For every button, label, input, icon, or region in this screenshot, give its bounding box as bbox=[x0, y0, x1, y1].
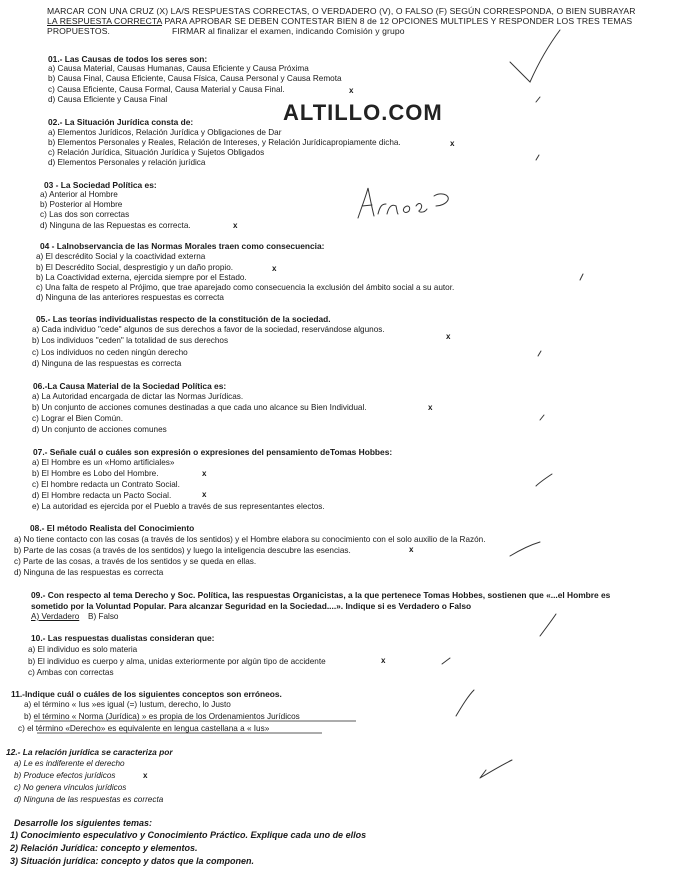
option[interactable]: a) el término « Ius »es igual (=) Iustum, derecho, lo Justo bbox=[24, 700, 231, 709]
option[interactable]: a) Causa Material, Causas Humanas, Causa Eficiente y Causa Próxima bbox=[48, 64, 309, 73]
option[interactable]: d) Ninguna de las respuestas es correcta bbox=[32, 359, 182, 368]
option-falso[interactable]: B) Falso bbox=[88, 612, 119, 621]
option[interactable]: c) Causa Eficiente, Causa Formal, Causa Material y Causa Final. bbox=[48, 85, 285, 94]
option[interactable]: c) Lograr el Bien Común. bbox=[32, 414, 124, 423]
question-title-line-1: 09.- Con respecto al tema Derecho y Soc. Política, las respuestas Organicistas, a la que pertenece Tomas Hobbes, sostienen que «...el Hombre es bbox=[31, 590, 611, 600]
option[interactable]: d) Un conjunto de acciones comunes bbox=[32, 425, 167, 434]
question-title: 11.-Indique cuál o cuáles de los siguientes conceptos son erróneos. bbox=[11, 689, 282, 699]
instructions-rest: PARA APROBAR SE DEBEN CONTESTAR BIEN 8 de 12 OPCIONES MULTIPLES Y RESPONDER LOS TRES TEMAS bbox=[161, 16, 633, 26]
option[interactable]: b) Produce efectos jurídicos bbox=[14, 771, 116, 780]
question-title: 10.- Las respuestas dualistas consideran que: bbox=[31, 633, 215, 643]
option[interactable]: d) Ninguna de las anteriores respuestas es correcta bbox=[36, 293, 224, 302]
option[interactable]: d) Ninguna de las Repuestas es correcta. bbox=[40, 221, 191, 230]
cross-mark: x bbox=[428, 403, 433, 412]
cross-mark: x bbox=[381, 656, 386, 665]
option[interactable]: d) Ninguna de las respuestas es correcta bbox=[14, 795, 164, 804]
cross-mark: x bbox=[446, 332, 451, 341]
question-title: 08.- El método Realista del Conocimiento bbox=[30, 523, 195, 533]
cross-mark: x bbox=[202, 469, 207, 478]
question-title-line-2: sometido por la Voluntad Popular. Para alcanzar Seguridad en la Sociedad....». Indique si es Verdadero o Falso bbox=[31, 601, 472, 611]
question-title: 05.- Las teorías individualistas respecto de la constitución de la sociedad. bbox=[36, 314, 331, 324]
option[interactable]: b) Elementos Personales y Reales, Relación de Intereses, y Relación Jurídicapropiamente dicha. bbox=[48, 138, 401, 147]
option[interactable]: c) No genera vínculos jurídicos bbox=[14, 783, 127, 792]
option[interactable]: b) Parte de las cosas (a través de los sentidos) y luego la inteligencia descubre las esencias. bbox=[14, 546, 351, 555]
option[interactable]: b) El Descrédito Social, desprestigio y un daño propio. bbox=[36, 263, 234, 272]
option[interactable]: d) El Hombre redacta un Pacto Social. bbox=[32, 491, 172, 500]
option[interactable]: b) El individuo es cuerpo y alma, unidas exteriormente por algún tipo de accidente bbox=[28, 657, 326, 666]
option[interactable]: c) El hombre redacta un Contrato Social. bbox=[32, 480, 180, 489]
option[interactable]: a) Le es indiferente el derecho bbox=[14, 759, 125, 768]
themes-title: Desarrolle los siguientes temas: bbox=[14, 818, 153, 828]
question-title: 02.- La Situación Jurídica consta de: bbox=[48, 117, 194, 127]
option[interactable]: a) El Hombre es un «Homo artificiales» bbox=[32, 458, 175, 467]
option[interactable]: a) La Autoridad encargada de dictar las Normas Jurídicas. bbox=[32, 392, 244, 401]
underlined-instruction: LA RESPUESTA CORRECTA bbox=[47, 16, 162, 26]
theme-item: 1) Conocimiento especulativo y Conocimiento Práctico. Explique cada uno de ellos bbox=[10, 830, 367, 840]
option[interactable]: c) Relación Jurídica, Situación Jurídica y Sujetos Obligados bbox=[48, 148, 265, 157]
question-title: 07.- Señale cuál o cuáles son expresión o expresiones del pensamiento deTomas Hobbes: bbox=[33, 447, 393, 457]
option[interactable]: a) Anterior al Hombre bbox=[40, 190, 118, 199]
instructions-line-1: MARCAR CON UNA CRUZ (X) LA/S RESPUESTAS CORRECTAS, O VERDADERO (V), O FALSO (F) SEGÚN CORRESPONDA, O BIEN SUBRAYAR bbox=[47, 6, 636, 16]
option[interactable]: c) el término «Derecho» es equivalente en lengua castellana a « Ius» bbox=[18, 724, 270, 733]
option[interactable]: d) Ninguna de las respuestas es correcta bbox=[14, 568, 164, 577]
option[interactable]: b) Posterior al Hombre bbox=[40, 200, 123, 209]
cross-mark: x bbox=[202, 490, 207, 499]
option[interactable]: e) La autoridad es ejercida por el Pueblo a través de sus representantes electos. bbox=[32, 502, 325, 511]
question-title: 03 - La Sociedad Política es: bbox=[44, 180, 157, 190]
question-title: 04 - LaInobservancia de las Normas Morales traen como consecuencia: bbox=[40, 241, 325, 251]
question-title: 12.- La relación jurídica se caracteriza por bbox=[6, 747, 173, 757]
option[interactable]: a) No tiene contacto con las cosas (a través de los sentidos) y el Hombre elabora su conocimiento con el solo auxilio de la Razón. bbox=[14, 535, 486, 544]
option[interactable]: b) el término « Norma (Jurídica) » es propia de los Ordenamientos Jurídicos bbox=[24, 712, 300, 721]
option[interactable]: b) Los individuos "ceden" la totalidad de sus derechos bbox=[32, 336, 229, 345]
theme-item: 2) Relación Jurídica: concepto y elementos. bbox=[10, 843, 198, 853]
option[interactable]: c) Una falta de respeto al Prójimo, que trae aparejado como consecuencia la exclusión del ámbito social a su autor. bbox=[36, 283, 455, 292]
watermark: ALTILLO.COM bbox=[283, 100, 443, 125]
cross-mark: x bbox=[450, 139, 455, 148]
option[interactable]: c) Los individuos no ceden ningún derecho bbox=[32, 348, 188, 357]
option[interactable]: a) El descrédito Social y la coactividad externa bbox=[36, 252, 206, 261]
option-verdadero[interactable]: A) Verdadero bbox=[31, 612, 80, 621]
option[interactable]: d) Elementos Personales y relación jurídica bbox=[48, 158, 206, 167]
option[interactable]: c) Parte de las cosas, a través de los sentidos y se queda en ellas. bbox=[14, 557, 257, 566]
option[interactable]: b) Un conjunto de acciones comunes destinadas a que cada uno alcance su Bien Individual. bbox=[32, 403, 367, 412]
option[interactable]: a) El individuo es solo materia bbox=[28, 645, 138, 654]
cross-mark: x bbox=[233, 221, 238, 230]
cross-mark: x bbox=[409, 545, 414, 554]
option[interactable]: c) Las dos son correctas bbox=[40, 210, 130, 219]
option[interactable]: b) El Hombre es Lobo del Hombre. bbox=[32, 469, 159, 478]
question-title: 06.-La Causa Material de la Sociedad Política es: bbox=[33, 381, 227, 391]
cross-mark: x bbox=[143, 771, 148, 780]
cross-mark: x bbox=[349, 86, 354, 95]
option[interactable]: d) Causa Eficiente y Causa Final bbox=[48, 95, 168, 104]
instructions-line-2 bbox=[47, 16, 632, 26]
instructions-line-3b: FIRMAR al finalizar el examen, indicando Comisión y grupo bbox=[172, 26, 405, 36]
cross-mark: x bbox=[272, 264, 277, 273]
instructions-line-3a: PROPUESTOS. bbox=[47, 26, 111, 36]
option[interactable]: b) La Coactividad externa, ejercida siempre por el Estado. bbox=[36, 273, 247, 282]
question-title: 01.- Las Causas de todos los seres son: bbox=[48, 54, 208, 64]
option[interactable]: c) Ambas con correctas bbox=[28, 668, 114, 677]
option[interactable]: b) Causa Final, Causa Eficiente, Causa Física, Causa Personal y Causa Remota bbox=[48, 74, 342, 83]
option[interactable]: a) Elementos Jurídicos, Relación Jurídica y Obligaciones de Dar bbox=[48, 128, 282, 137]
option[interactable]: a) Cada individuo "cede" algunos de sus derechos a favor de la sociedad, reservándose algunos. bbox=[32, 325, 385, 334]
theme-item: 3) Situación jurídica: concepto y datos que la componen. bbox=[10, 856, 255, 866]
